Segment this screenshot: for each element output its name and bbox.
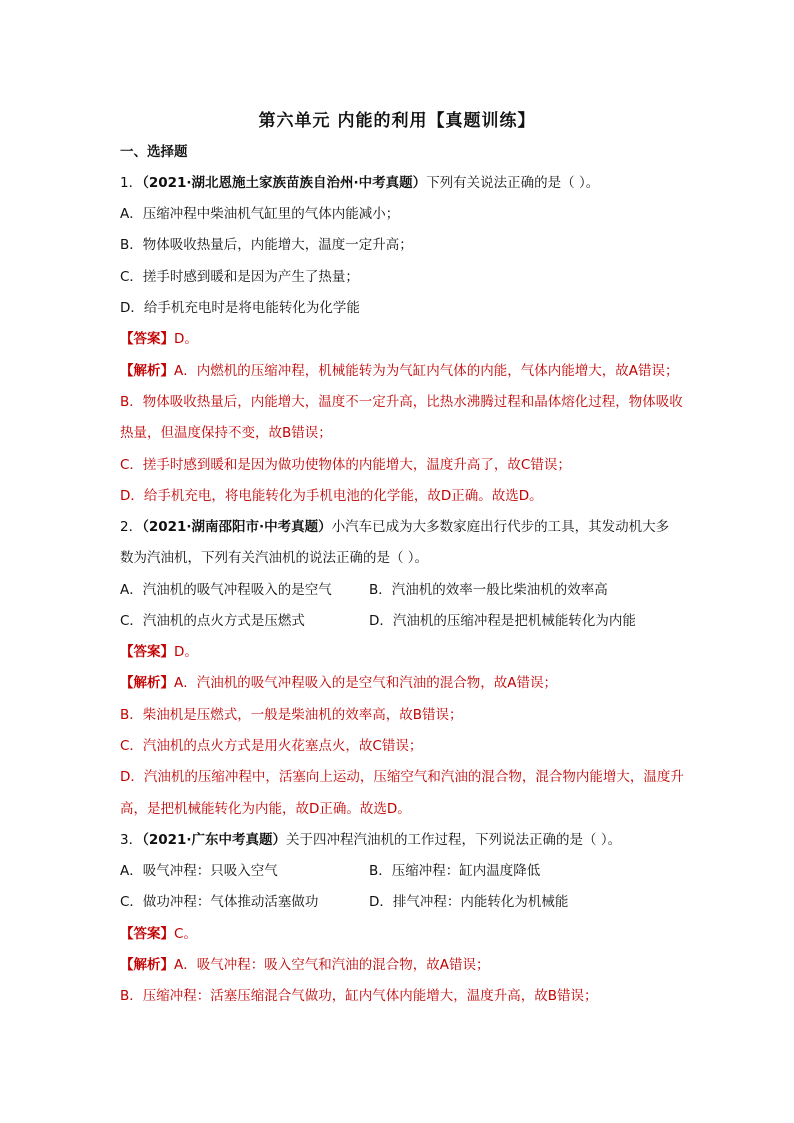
analysis-text: A．内燃机的压缩冲程，机械能转为为气缸内气体的内能，气体内能增大，故A错误； — [174, 363, 679, 379]
answer-value: D。 — [174, 331, 198, 347]
answer-line — [120, 643, 198, 661]
option-c: C．做功冲程：气体推动活塞做功 — [120, 894, 319, 910]
question-number: 1． — [120, 175, 143, 191]
answer-tag: 【答案】 — [120, 644, 174, 660]
question-1 — [120, 174, 599, 192]
question-2 — [120, 518, 669, 536]
question-source: （2021·湖南邵阳市·中考真题） — [142, 519, 332, 535]
question-source: （2021·湖北恩施土家族苗族自治州·中考真题） — [142, 175, 427, 191]
option-a: A．汽油机的吸气冲程吸入的是空气 — [120, 582, 332, 598]
analysis-line: C．汽油机的点火方式是用火花塞点火，故C错误； — [120, 738, 423, 754]
answer-tag: 【答案】 — [120, 926, 174, 942]
answer-line — [120, 925, 197, 943]
page-title: 第六单元 内能的利用【真题训练】 — [258, 111, 536, 131]
answer-line — [120, 330, 198, 348]
question-3 — [120, 831, 621, 849]
question-stem: 下列有关说法正确的是（ ）。 — [426, 175, 600, 191]
option-a: A．压缩冲程中柴油机气缸里的气体内能减小； — [120, 206, 400, 222]
question-number: 2． — [120, 519, 143, 535]
analysis-tag: 【解析】 — [120, 675, 174, 691]
analysis-line: B．柴油机是压燃式，一般是柴油机的效率高，故B错误； — [120, 707, 463, 723]
analysis-line: B．物体吸收热量后，内能增大，温度不一定升高，比热水沸腾过程和晶体熔化过程，物体吸收 — [120, 394, 683, 410]
answer-tag: 【答案】 — [120, 331, 174, 347]
analysis-text: A．汽油机的吸气冲程吸入的是空气和汽油的混合物，故A错误； — [174, 675, 557, 691]
question-source: （2021·广东中考真题） — [142, 832, 287, 848]
option-d: D．排气冲程：内能转化为机械能 — [369, 894, 569, 910]
analysis-line — [120, 674, 557, 692]
option-d: D．给手机充电时是将电能转化为化学能 — [120, 300, 360, 316]
analysis-text: A．吸气冲程：吸入空气和汽油的混合物，故A错误； — [174, 957, 490, 973]
analysis-line: B．压缩冲程：活塞压缩混合气做功，缸内气体内能增大，温度升高，故B错误； — [120, 988, 598, 1004]
analysis-line: D．给手机充电，将电能转化为手机电池的化学能，故D正确。故选D。 — [120, 488, 543, 504]
option-b: B．物体吸收热量后，内能增大，温度一定升高； — [120, 237, 413, 253]
analysis-line: 高，是把机械能转化为内能，故D正确。故选D。 — [120, 801, 411, 817]
option-d: D．汽油机的压缩冲程是把机械能转化为内能 — [369, 613, 636, 629]
option-c: C．搓手时感到暖和是因为产生了热量； — [120, 269, 359, 285]
option-b: B．汽油机的效率一般比柴油机的效率高 — [369, 582, 608, 598]
answer-value: D。 — [174, 644, 198, 660]
question-stem: 小汽车已成为大多数家庭出行代步的工具，其发动机大多 — [331, 519, 670, 535]
analysis-line — [120, 956, 489, 974]
analysis-line: C．搓手时感到暖和是因为做功使物体的内能增大，温度升高了，故C错误； — [120, 457, 571, 473]
option-b: B．压缩冲程：缸内温度降低 — [369, 863, 541, 879]
question-number: 3． — [120, 832, 143, 848]
analysis-tag: 【解析】 — [120, 957, 174, 973]
question-stem: 关于四冲程汽油机的工作过程，下列说法正确的是（ ）。 — [286, 832, 622, 848]
question-stem-continued: 数为汽油机，下列有关汽油机的说法正确的是（ ）。 — [120, 550, 429, 566]
answer-value: C。 — [174, 926, 197, 942]
analysis-line: 热量，但温度保持不变，故B错误； — [120, 425, 332, 441]
analysis-tag: 【解析】 — [120, 363, 174, 379]
analysis-line — [120, 362, 678, 380]
option-a: A．吸气冲程：只吸入空气 — [120, 863, 278, 879]
option-row — [120, 581, 332, 599]
option-c: C．汽油机的点火方式是压燃式 — [120, 613, 305, 629]
analysis-line: D．汽油机的压缩冲程中，活塞向上运动，压缩空气和汽油的混合物，混合物内能增大，温度升 — [120, 769, 684, 785]
section-heading: 一、选择题 — [120, 144, 188, 160]
